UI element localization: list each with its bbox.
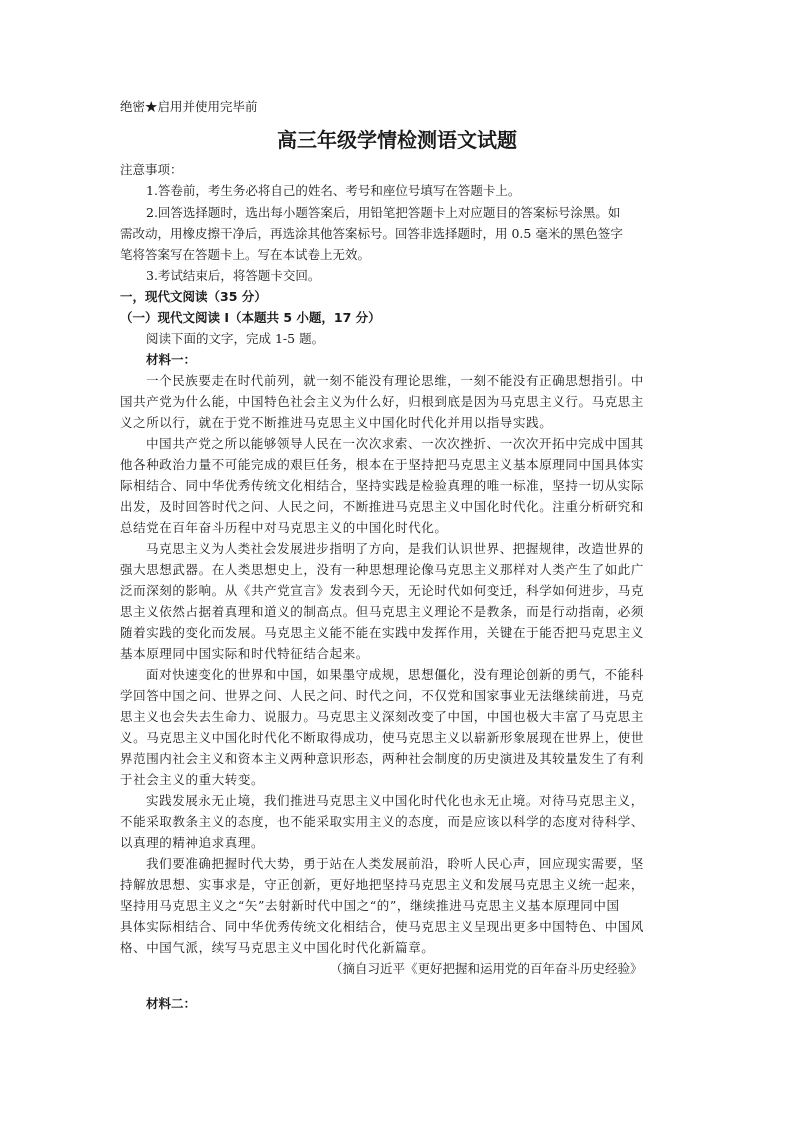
paragraph-line: 基本原理同中国实际和时代特征结合起来。 xyxy=(120,646,369,661)
paragraph-line: 际相结合、同中华优秀传统文化相结合，坚持实践是检验真理的唯一标准，坚持一切从实际 xyxy=(120,478,645,493)
notice-item: 1.答卷前，考生务必将自己的姓名、考号和座位号填写在答题卡上。 xyxy=(146,183,521,198)
paragraph-line: 马克思主义为人类社会发展进步指明了方向，是我们认识世界、把握规律，改造世界的 xyxy=(146,541,644,556)
page-title: 高三年级学情检测语文试题 xyxy=(277,128,517,152)
source-citation: （摘自习近平《更好把握和运用党的百年奋斗历史经验》 xyxy=(330,961,643,976)
paragraph-line: 中国共产党之所以能够领导人民在一次次求索、一次次挫折、一次次开拓中完成中国其 xyxy=(146,436,644,451)
paragraph-line: 思主义依然占据着真理和道义的制高点。但马克思主义理论不是教条，而是行动指南，必须 xyxy=(120,604,645,619)
material1-label: 材料一： xyxy=(146,352,197,367)
paragraph-line: 持解放思想、实事求是，守正创新，更好地把坚持马克思主义和发展马克思主义统一起来， xyxy=(120,877,645,892)
paragraph-line: 他各种政治力量不可能完成的艰巨任务，根本在于坚持把马克思主义基本原理同中国具体实 xyxy=(120,457,645,472)
sub-heading: （一）现代文阅读 I（本题共 5 小题，17 分） xyxy=(120,310,381,325)
secret-mark: 绝密★启用并使用完毕前 xyxy=(120,99,258,114)
paragraph-line: 面对快速变化的世界和中国，如果墨守成规，思想僵化，没有理论创新的勇气，不能科 xyxy=(146,667,644,682)
paragraph-line: 义。马克思主义中国化时代化不断取得成功，使马克思主义以崭新形象展现在世界上，使世 xyxy=(120,730,645,745)
part-heading: 一，现代文阅读（35 分） xyxy=(120,289,267,304)
instruction: 阅读下面的文字，完成 1-5 题。 xyxy=(146,331,325,346)
paragraph-line: 界范围内社会主义和资本主义两种意识形态，两种社会制度的历史演进及其较量发生了有利 xyxy=(120,751,645,766)
paragraph-line: 义之所以行，就在于党不断推进马克思主义中国化时代化并用以指导实践。 xyxy=(120,415,553,430)
paragraph-line: 于社会主义的重大转变。 xyxy=(120,772,265,787)
paragraph-line: 实践发展永无止境，我们推进马克思主义中国化时代化也永无止境。对待马克思主义， xyxy=(146,793,644,808)
paragraph-line: 泛而深刻的影响。从《共产党宣言》发表到今天，无论时代如何变迁，科学如何进步，马克 xyxy=(120,583,645,598)
notice-item: 笔将答案写在答题卡上。写在本试卷上无效。 xyxy=(120,247,371,262)
paragraph-line: 坚持用马克思主义之“矢”去射新时代中国之“的”，继续推进马克思主义基本原理同中国 xyxy=(120,898,620,913)
paragraph-line: 具体实际相结合、同中华优秀传统文化相结合，使马克思主义呈现出更多中国特色、中国风 xyxy=(120,919,645,934)
notice-label: 注意事项： xyxy=(120,162,183,177)
paragraph-line: 以真理的精神追求真理。 xyxy=(120,835,265,850)
paragraph-line: 不能采取教条主义的态度，也不能采取实用主义的态度，而是应该以科学的态度对待科学、 xyxy=(120,814,645,829)
notice-item: 3.考试结束后，将答题卡交回。 xyxy=(146,268,321,283)
paragraph-line: 我们要准确把握时代大势，勇于站在人类发展前沿，聆听人民心声，回应现实需要，坚 xyxy=(146,856,644,871)
paragraph-line: 国共产党为什么能，中国特色社会主义为什么好，归根到底是因为马克思主义行。马克思主 xyxy=(120,394,645,409)
paragraph-line: 学回答中国之问、世界之问、人民之问、时代之问，不仅党和国家事业无法继续前进，马克 xyxy=(120,688,645,703)
paragraph-line: 随着实践的变化而发展。马克思主义能不能在实践中发挥作用，关键在于能否把马克思主义 xyxy=(120,625,645,640)
notice-item: 需改动，用橡皮擦干净后，再选涂其他答案标号。回答非选择题时，用 0.5 毫米的黑色签字 xyxy=(120,226,623,241)
paragraph-line: 出发，及时回答时代之问、人民之问，不断推进马克思主义中国化时代化。注重分析研究和 xyxy=(120,499,645,514)
paragraph-line: 一个民族要走在时代前列，就一刻不能没有理论思维，一刻不能没有正确思想指引。中 xyxy=(146,373,644,388)
paragraph-line: 总结党在百年奋斗历程中对马克思主义的中国化时代化。 xyxy=(120,520,448,535)
paragraph-line: 强大思想武器。在人类思想史上，没有一种思想理论像马克思主义那样对人类产生了如此广 xyxy=(120,562,645,577)
paragraph-line: 格、中国气派，续写马克思主义中国化时代化新篇章。 xyxy=(120,940,435,955)
material2-label: 材料二： xyxy=(146,996,197,1011)
paragraph-line: 思主义也会失去生命力、说服力。马克思主义深刻改变了中国，中国也极大丰富了马克思主 xyxy=(120,709,645,724)
notice-item: 2.回答选择题时，选出每小题答案后，用铅笔把答题卡上对应题目的答案标号涂黑。如 xyxy=(146,205,621,220)
